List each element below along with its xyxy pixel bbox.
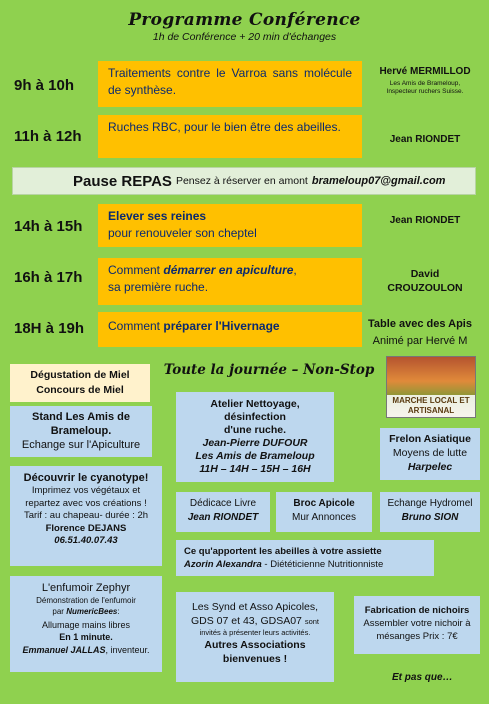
broc-line2: Mur Annonces	[292, 512, 356, 523]
workshop-times: 11H – 14H – 15H – 16H	[199, 463, 311, 475]
slot-topic-5	[98, 312, 362, 347]
assoc-line4: Autres Associations	[204, 639, 306, 651]
mead-exchange	[380, 492, 480, 532]
zephyr-inventor: Emmanuel JALLAS	[22, 644, 106, 655]
mead-line1: Echange Hydromel	[387, 498, 473, 509]
slot-topic-4-line2: sa première ruche.	[108, 280, 209, 294]
assoc-line1: Les Synd et Asso Apicoles,	[191, 601, 319, 613]
nest-title: Fabrication de nichoirs	[364, 605, 470, 616]
slot-topic-1	[98, 61, 362, 107]
stand-amis-line1: Stand Les Amis de	[31, 411, 130, 423]
honey-tasting-box	[10, 364, 150, 402]
slot-topic-5-pre: Comment	[108, 319, 164, 333]
honey-contest-label: Concours de Miel	[36, 384, 124, 396]
nest-line3: mésanges Prix : 7€	[376, 631, 458, 642]
book-signing	[176, 492, 270, 532]
zephyr-line5: En 1 minute.	[59, 632, 113, 642]
slot-speaker-4	[366, 267, 484, 295]
nutrition-speaker: Azorin Alexandra	[184, 559, 262, 570]
zephyr-line4: Allumage mains libres	[41, 619, 131, 630]
signing-author: Jean RIONDET	[187, 512, 259, 523]
assoc-line2-small: sont	[304, 617, 319, 626]
nutrition-title: Ce qu'apportent les abeilles à votre assiette	[184, 546, 382, 557]
zephyr-line2: Démonstration de l'enfumoir	[36, 596, 136, 605]
slot-speaker-5	[356, 316, 484, 350]
slot-topic-3-bold: Elever ses reines	[108, 209, 207, 223]
slot-topic-3-line2: pour renouveler son cheptel	[108, 226, 257, 240]
slot-speaker-3: Jean RIONDET	[389, 215, 461, 226]
lunch-break-label: Pause REPAS	[73, 172, 172, 190]
assoc-line2: GDS 07 et 43, GDSA07	[191, 615, 305, 627]
slot-time-4: 16h à 17h	[14, 269, 83, 286]
program-subtitle: 1h de Conférence + 20 min d'échanges	[152, 31, 337, 43]
slot-speaker-1	[366, 66, 484, 96]
assoc-line5: bienvenues !	[222, 653, 288, 665]
slot-topic-2-text: Ruches RBC, pour le bien être des abeilles.	[108, 120, 341, 134]
slot-time-3: 14h à 15h	[14, 218, 83, 235]
honey-tasting-label: Dégustation de Miel	[30, 369, 130, 381]
nest-box-workshop	[354, 596, 480, 654]
zephyr-title: L'enfumoir Zephyr	[41, 582, 131, 594]
mead-host: Bruno SION	[401, 512, 459, 523]
slot-topic-4	[98, 258, 362, 305]
stand-asian-hornet	[380, 428, 480, 480]
zephyr-inventor-role: , inventeur.	[105, 644, 150, 655]
local-market-label: MARCHE LOCAL ET ARTISANAL	[387, 395, 475, 417]
slot-topic-5-bold: préparer l'Hivernage	[163, 319, 280, 333]
smoker-zephyr-demo	[10, 576, 162, 672]
booking-email[interactable]: brameloup07@gmail.com	[311, 175, 446, 187]
workshop-assoc: Les Amis de Brameloup	[195, 450, 315, 462]
slot-time-2: 11h à 12h	[14, 128, 82, 145]
slot-topic-4-pre: Comment	[108, 263, 164, 277]
stand-amis-line2: Brameloup.	[50, 425, 112, 437]
slot-speaker-5-title: Table avec des Apis	[368, 318, 472, 330]
zephyr-colon: :	[117, 607, 120, 616]
stand-amis-brameloup	[10, 406, 152, 457]
slot-speaker-1-note: Les Amis de Brameloup, Inspecteur ruchers Suisse.	[386, 80, 464, 95]
cyano-line3: repartez avec vos créations !	[25, 497, 147, 509]
workshop-host: Jean-Pierre DUFOUR	[202, 437, 308, 449]
slot-speaker-5-host: Animé par Hervé M	[372, 335, 468, 347]
bee-flea-market	[276, 492, 372, 532]
slot-time-1: 9h à 10h	[14, 77, 75, 94]
lunch-break-note: Pensez à réserver en amont	[175, 175, 308, 187]
cyano-line2: Imprimez vos végétaux et	[31, 485, 141, 496]
program-title: Programme Conférence	[128, 10, 361, 30]
signing-line1: Dédicace Livre	[189, 498, 257, 509]
zephyr-by: par	[52, 607, 67, 616]
cyano-title: Découvrir le cyanotype!	[23, 472, 149, 484]
slot-speaker-4-last: CROUZOULON	[387, 282, 463, 294]
hornet-line2: Moyens de lutte	[392, 447, 468, 459]
nest-line2: Assembler votre nichoir à	[363, 618, 471, 629]
cyano-host: Florence DEJANS	[45, 522, 127, 534]
hornet-line1: Frelon Asiatique	[389, 433, 471, 445]
local-market-image	[386, 356, 476, 418]
cyano-phone: 06.51.40.07.43	[54, 535, 118, 546]
all-day-heading: Toute la journée – Non-Stop	[163, 362, 375, 378]
slot-topic-3	[98, 204, 362, 247]
slot-topic-4-emph: démarrer en apiculture	[163, 263, 294, 277]
slot-speaker-1-name: Hervé MERMILLOD	[379, 66, 471, 77]
lunch-break-banner	[12, 167, 476, 195]
slot-speaker-4-first: David	[410, 268, 440, 280]
hornet-line3: Harpelec	[407, 461, 453, 473]
associations-box	[176, 592, 334, 682]
slot-topic-4-post: ,	[293, 263, 297, 277]
zephyr-company: NumericBees	[66, 607, 118, 616]
nutrition-role: - Diététicienne Nutritionniste	[261, 559, 384, 570]
stand-amis-line3: Echange sur l'Apiculture	[21, 439, 141, 451]
nutrition-talk	[176, 540, 434, 576]
workshop-line2: d'une ruche.	[223, 424, 286, 436]
cyano-line4: Tarif : au chapeau- durée : 2h	[23, 510, 149, 521]
slot-topic-2	[98, 115, 362, 158]
broc-line1: Broc Apicole	[293, 498, 355, 509]
and-more-footer: Et pas que…	[392, 672, 453, 683]
workshop-line1: Atelier Nettoyage, désinfection	[210, 398, 300, 423]
cyanotype-workshop	[10, 466, 162, 566]
assoc-line3: invités à présenter leurs activités.	[199, 628, 311, 637]
workshop-cleaning	[176, 392, 334, 482]
slot-time-5: 18H à 19h	[14, 320, 85, 337]
slot-speaker-2: Jean RIONDET	[389, 134, 461, 145]
slot-topic-1-text: Traitements contre le Varroa sans molécule de synthèse.	[108, 66, 352, 97]
